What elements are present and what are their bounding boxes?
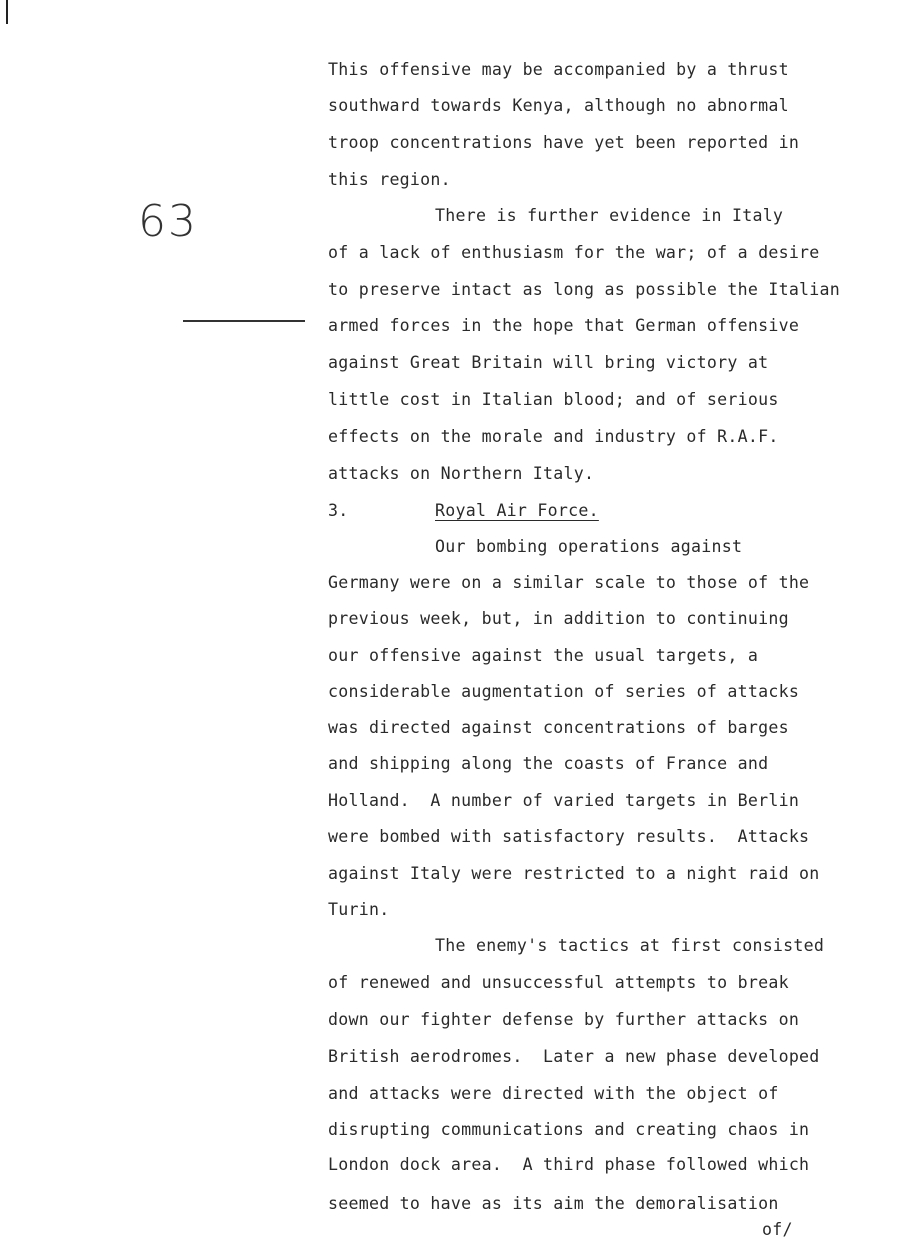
text-line: little cost in Italian blood; and of serious	[328, 390, 779, 409]
text-line: against Italy were restricted to a night raid on	[328, 864, 820, 883]
text-line: armed forces in the hope that German offensive	[328, 316, 800, 335]
text-line: considerable augmentation of series of attacks	[328, 682, 800, 701]
text-line: This offensive may be accompanied by a thrust	[328, 60, 789, 79]
text-line: disrupting communications and creating chaos in	[328, 1120, 810, 1139]
text-line: against Great Britain will bring victory at	[328, 353, 769, 372]
text-line: southward towards Kenya, although no abnormal	[328, 96, 789, 115]
text-line: Our bombing operations against	[435, 537, 743, 556]
text-line: were bombed with satisfactory results. Attacks	[328, 827, 810, 846]
text-line: seemed to have as its aim the demoralisation	[328, 1194, 779, 1213]
text-line: was directed against concentrations of barges	[328, 718, 789, 737]
text-line: down our fighter defense by further attacks on	[328, 1010, 800, 1029]
text-line: British aerodromes. Later a new phase developed	[328, 1047, 820, 1066]
text-line: previous week, but, in addition to continuing	[328, 609, 789, 628]
scan-edge-mark	[6, 0, 8, 24]
text-line: effects on the morale and industry of R.A.F.	[328, 427, 779, 446]
text-line: Germany were on a similar scale to those of the	[328, 573, 810, 592]
text-line: of renewed and unsuccessful attempts to break	[328, 973, 789, 992]
text-line: London dock area. A third phase followed which	[328, 1155, 810, 1174]
text-line: Holland. A number of varied targets in Berlin	[328, 791, 800, 810]
text-line: attacks on Northern Italy.	[328, 464, 595, 483]
text-line: to preserve intact as long as possible the Italian	[328, 280, 841, 299]
section-heading: Royal Air Force.	[435, 501, 599, 520]
section-number: 3.	[328, 501, 349, 520]
text-line: troop concentrations have yet been reported in	[328, 133, 800, 152]
text-line: There is further evidence in Italy	[435, 206, 784, 225]
text-line: and attacks were directed with the object of	[328, 1084, 779, 1103]
text-line: of a lack of enthusiasm for the war; of a desire	[328, 243, 820, 262]
text-line: Turin.	[328, 900, 390, 919]
catchword: of/	[762, 1220, 793, 1239]
text-line: and shipping along the coasts of France and	[328, 754, 769, 773]
text-line: our offensive against the usual targets, a	[328, 646, 759, 665]
text-line: The enemy's tactics at first consisted	[435, 936, 825, 955]
text-line: this region.	[328, 170, 451, 189]
margin-dash-mark	[183, 320, 305, 322]
handwritten-page-number: 63	[138, 196, 198, 247]
